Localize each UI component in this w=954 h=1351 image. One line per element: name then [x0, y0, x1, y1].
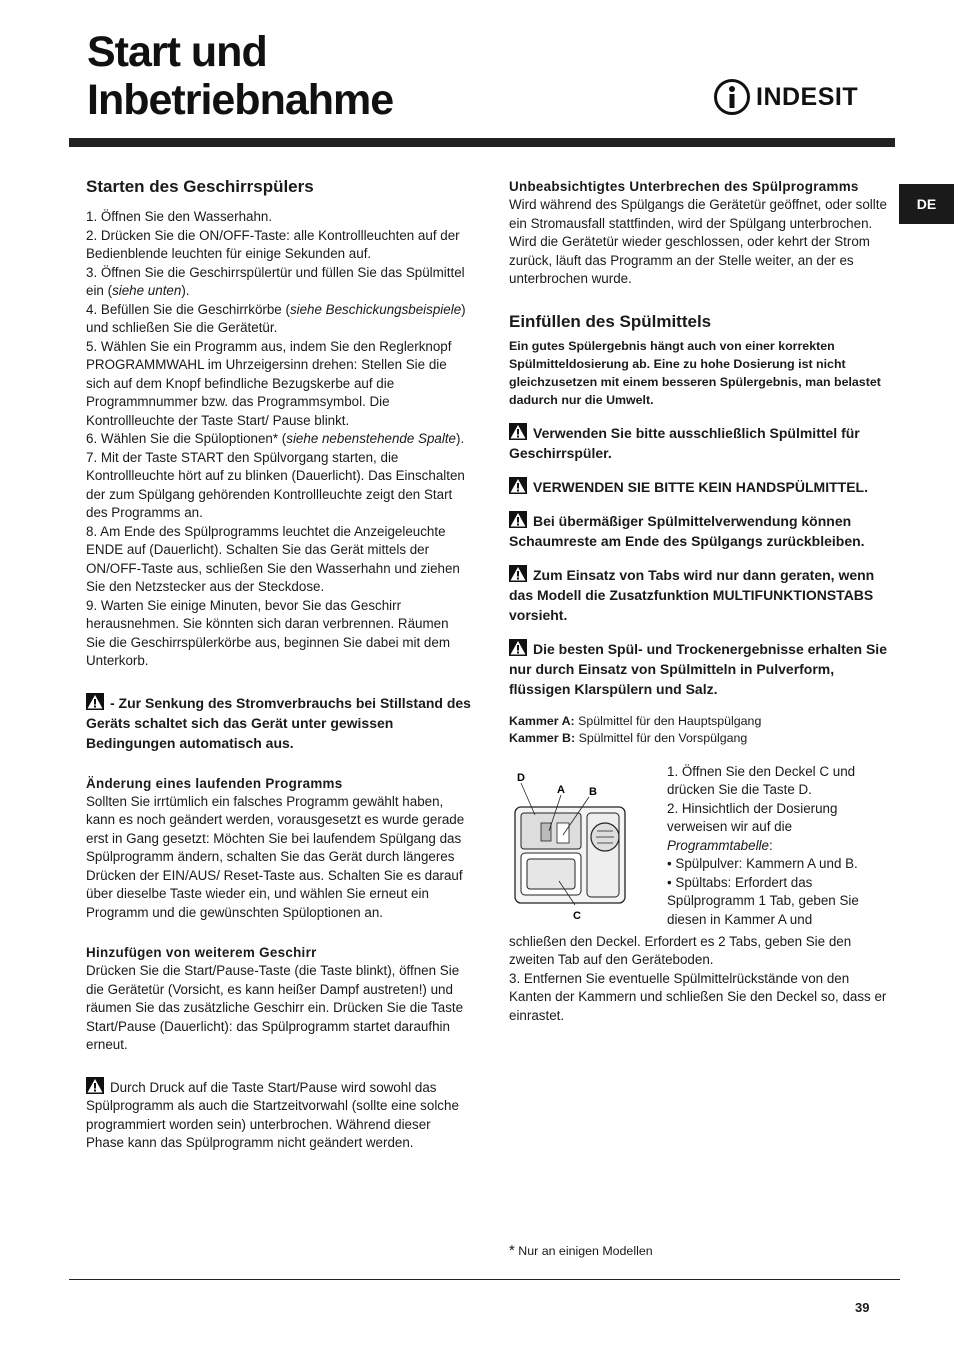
warning-icon — [509, 477, 527, 494]
start-steps — [86, 208, 471, 671]
dispenser-section — [509, 763, 894, 941]
brand-logo — [713, 78, 858, 116]
section-heading-einfuellen: Einfüllen des Spülmittels — [509, 311, 712, 331]
step-7: 7. Mit der Taste START den Spülvorgang starten, die Kontrollleuchte hört auf zu blinken (Dauerlicht). Das Einschalten der zum Spülgang gehörenden Kontrollleuchte zeigt den Start des Programms an. — [86, 449, 465, 520]
warning-no-hand-detergent: VERWENDEN SIE BITTE KEIN HANDSPÜLMITTEL. — [509, 477, 894, 497]
kammer-a-line: Kammer A: Spülmittel für den Hauptspülgang — [509, 713, 762, 728]
fig-label-b: B — [589, 785, 597, 798]
kammer-b-line: Kammer B: Spülmittel für den Vorspülgang — [509, 730, 748, 745]
right-column — [509, 178, 894, 1025]
header-rule — [69, 138, 895, 147]
text-aenderung: Sollten Sie irrtümlich ein falsches Programm gewählt haben, kann es noch geändert werden, vorausgesetzt es wurde gerade erst in Gang gesetzt: Möchten Sie bei laufendem Spülgang das Spülprogramm ändern, schalten Sie das Gerät durch längeres Drücken der EIN/AUS/ Reset-Taste aus. Schalten Sie es darauf über dieselbe Taste wieder ein, und wählen Sie erneut ein Programm und die gewünschten Spüloptionen an. — [86, 793, 465, 920]
warning-icon — [509, 423, 527, 440]
page-number: 39 — [855, 1300, 870, 1315]
fig-label-a: A — [557, 783, 565, 796]
step-3: 3. Öffnen Sie die Geschirrspülertür und füllen Sie das Spülmittel ein (siehe unten). — [86, 264, 465, 298]
warning-icon — [509, 639, 527, 656]
step-8: 8. Am Ende des Spülprogramms leuchtet die Anzeigeleuchte ENDE auf (Dauerlicht). Schalten Sie das Gerät mittels der ON/OFF-Taste aus, schließen Sie den Wasserhahn und ziehen Sie den Netzstecker aus der Steckdose. — [86, 523, 460, 594]
section-heading-starten: Starten des Geschirrspülers — [86, 177, 314, 196]
warning-icon — [509, 511, 527, 528]
warning-icon — [86, 693, 104, 710]
warning-dishwasher-detergent: Verwenden Sie bitte ausschließlich Spülmittel für Geschirrspüler. — [509, 424, 860, 461]
text-hinzufuegen: Drücken Sie die Start/Pause-Taste (die Taste blinkt), öffnen Sie die Gerätetür (Vorsicht, es kann heißer Dampf austreten!) und räumen Sie das zusätzliche Geschirr ein. Drücken Sie die Taste Start/Pause (Dauerlicht): das Spülprogramm startet daraufhin erneut. — [86, 963, 464, 1052]
left-column — [86, 176, 471, 1153]
step-1: 1. Öffnen Sie den Wasserhahn. — [86, 209, 273, 224]
heading-aenderung: Änderung eines laufenden Programms — [86, 775, 343, 791]
warning-icon — [86, 1077, 104, 1094]
fig-label-c: C — [573, 909, 581, 922]
heading-unterbrechen: Unbeabsichtigtes Unterbrechen des Spülprogramms — [509, 179, 859, 194]
warning-foam: Bei übermäßiger Spülmittelverwendung können Schaumreste am Ende des Spülgangs zurückbleiben. — [509, 512, 865, 549]
detergent-dispenser-diagram — [509, 765, 659, 925]
warning-best-results: Die besten Spül- und Trockenergebnisse erhalten Sie nur durch Einsatz von Spülmitteln in Pulverform, flüssigen Klarspülern und Salz. — [509, 640, 887, 697]
instruction-powder: • Spülpulver: Kammern A und B. — [667, 856, 858, 871]
warning-start-pause: Durch Druck auf die Taste Start/Pause wird sowohl das Spülprogramm als auch die Startzeitvorwahl (sollte eine solche programmiert worden sein) unterbrochen. Während dieser Phase kann das Spülprogramm nicht geändert werden. — [86, 1077, 471, 1153]
footnote-star: * — [509, 1242, 515, 1259]
step-2: 2. Drücken Sie die ON/OFF-Taste: alle Kontrollleuchten auf der Bedienblende leuchten für einige Sekunden auf. — [86, 227, 460, 261]
warning-tabs: Zum Einsatz von Tabs wird nur dann geraten, wenn das Modell die Zusatzfunktion MULTIFUNKTIONSTABS vorsieht. — [509, 566, 875, 623]
brand-i-icon — [713, 78, 751, 116]
instruction-3: 3. Entfernen Sie eventuelle Spülmittelrückstände von den Kanten der Kammern und schließen Sie den Deckel so, dass er einrastet. — [509, 970, 887, 1023]
instruction-1: 1. Öffnen Sie den Deckel C und drücken Sie die Taste D. — [667, 763, 856, 797]
heading-hinzufuegen: Hinzufügen von weiterem Geschirr — [86, 945, 317, 960]
instruction-tabs: • Spültabs: Erfordert das Spülprogramm 1 Tab, geben Sie diesen in Kammer A und — [667, 874, 859, 927]
dispenser-instructions — [667, 763, 897, 930]
step-5: 5. Wählen Sie ein Programm aus, indem Sie den Reglerknopf PROGRAMMWAHL im Uhrzeigersinn drehen: Stellen Sie die sich auf dem Knopf befindliche Bezugskerbe auf die Programmnummer bzw. das Programmsymbol. Die Kontrollleuchte der Taste Start/ Pause blinkt. — [86, 338, 452, 428]
step-4: 4. Befüllen Sie die Geschirrkörbe (siehe Beschickungsbeispiele) und schließen Sie die Gerätetür. — [86, 301, 466, 335]
brand-wordmark: INDESIT — [756, 82, 859, 111]
warning-icon — [509, 565, 527, 582]
step-6: 6. Wählen Sie die Spüloptionen* (siehe nebenstehende Spalte). — [86, 431, 465, 446]
title-line-2: Inbetriebnahme — [87, 76, 394, 124]
fig-label-d: D — [517, 771, 525, 784]
footnote-text: Nur an einigen Modellen — [518, 1244, 653, 1258]
page-title — [87, 28, 393, 124]
title-line-1: Start und — [87, 28, 267, 76]
footnote — [509, 1242, 653, 1259]
text-unterbrechen: Wird während des Spülgangs die Gerätetür geöffnet, oder sollte ein Stromausfall stattfinden, wird der Spülgang unterbrochen. Wird die Gerätetür wieder geschlossen, oder kehrt der Strom zurück, läuft das Programm an der Stelle weiter, an der es unterbrochen wurde. — [509, 197, 887, 286]
warning-power-saving: - Zur Senkung des Stromverbrauchs bei Stillstand des Geräts schaltet sich das Gerät unter gewissen Bedingungen automatisch aus. — [86, 694, 471, 751]
language-tab[interactable]: DE — [899, 184, 954, 224]
instruction-2: 2. Hinsichtlich der Dosierung verweisen wir auf die Programmtabelle: — [667, 800, 838, 853]
instruction-tabs-continued: schließen den Deckel. Erfordert es 2 Tabs, geben Sie den zweiten Tab auf den Geräteboden. — [509, 933, 852, 967]
intro-einfuellen: Ein gutes Spülergebnis hängt auch von einer korrekten Spülmitteldosierung ab. Eine zu hohe Dosierung ist nicht gleichzusetzen mit einem besseren Spülergebnis, man belastet dadurch nur die Umwelt. — [509, 338, 881, 407]
footer-rule — [69, 1279, 900, 1280]
step-9: 9. Warten Sie einige Minuten, bevor Sie das Geschirr herausnehmen. Sie könnten sich daran verbrennen. Räumen Sie die Geschirrspülerkörbe aus, beginnen Sie dabei mit dem Unterkorb. — [86, 597, 450, 668]
